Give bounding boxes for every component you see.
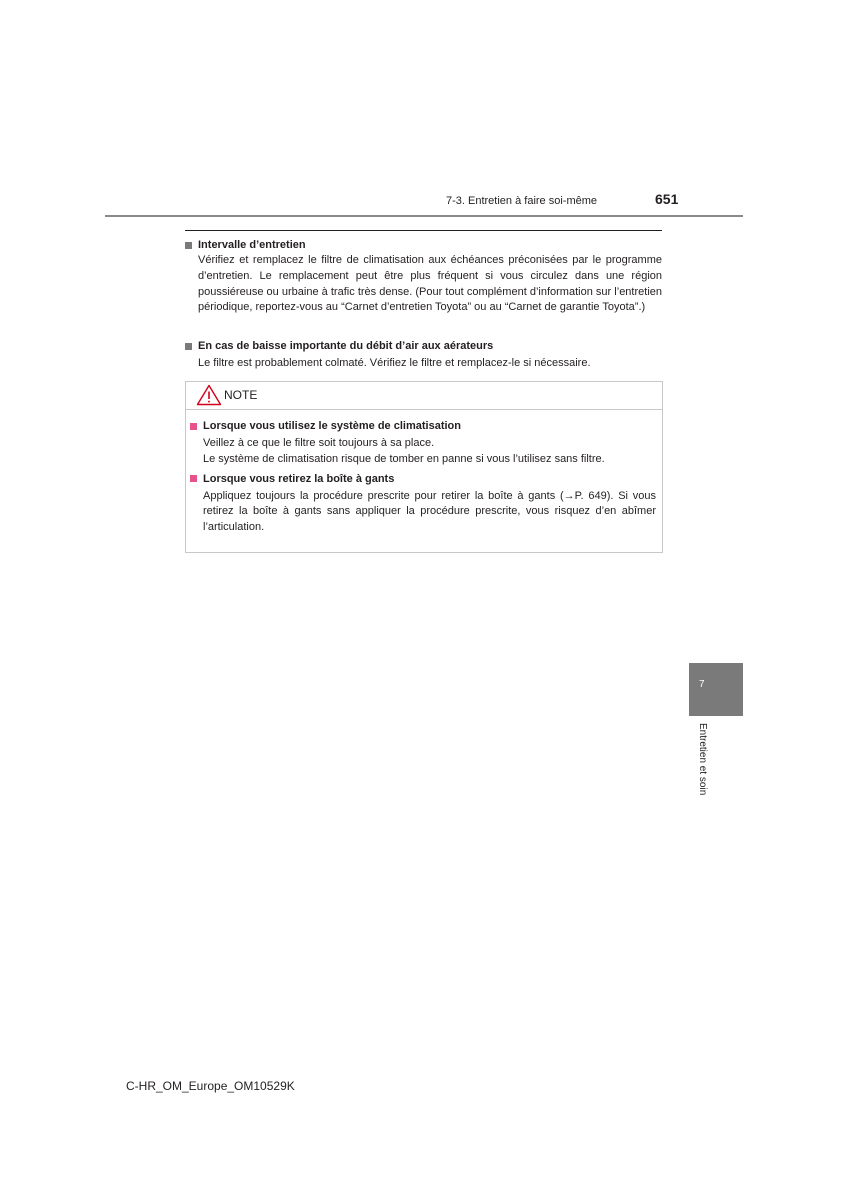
note-item-line: Veillez à ce que le filtre soit toujours à sa place. xyxy=(203,437,435,449)
section-airflow-drop xyxy=(185,338,662,372)
note-title: NOTE xyxy=(224,388,258,402)
section-heading: En cas de baisse importante du débit d’air aux aérateurs xyxy=(198,340,494,352)
section-maintenance-interval xyxy=(185,237,662,316)
square-bullet-icon xyxy=(185,242,192,249)
note-item-heading: Lorsque vous retirez la boîte à gants xyxy=(203,472,395,485)
content-divider xyxy=(185,230,662,231)
note-body xyxy=(190,418,656,536)
chapter-label: Entretien et soin xyxy=(697,723,708,796)
chapter-number: 7 xyxy=(699,679,705,690)
chapter-tab[interactable] xyxy=(689,663,743,716)
note-header xyxy=(186,382,662,410)
square-bullet-icon xyxy=(190,475,197,482)
header-divider xyxy=(105,215,743,217)
note-box xyxy=(185,381,663,553)
section-title: 7-3. Entretien à faire soi-même xyxy=(446,195,598,207)
square-bullet-icon xyxy=(185,343,192,350)
section-heading: Intervalle d’entretien xyxy=(198,239,306,251)
page-number: 651 xyxy=(655,191,679,207)
warning-triangle-icon xyxy=(196,384,222,406)
note-item-heading: Lorsque vous utilisez le système de climatisation xyxy=(203,420,461,432)
square-bullet-icon xyxy=(190,423,197,430)
section-text: Vérifiez et remplacez le filtre de climatisation aux échéances préconisées par le programme d’entretien. Le remplacement peut être plus fréquent si vous circulez dans une région poussiéreuse ou urbaine à trafic très dense. (Pour tout complément d’information sur l’entretien périodique, reportez-vous au “Carnet d’entretien Toyota” ou au “Carnet de garantie Toyota”.) xyxy=(198,254,662,314)
document-code: C-HR_OM_Europe_OM10529K xyxy=(126,1079,295,1093)
section-text: Le filtre est probablement colmaté. Vérifiez le filtre et remplacez-le si nécessaire. xyxy=(198,357,591,369)
note-item-text: Appliquez toujours la procédure prescrite pour retirer la boîte à gants (→P. 649). Si vous retirez la boîte à gants sans appliquer la procédure prescrite, vous risquez d’en abîmer l’articulation. xyxy=(203,489,656,534)
note-item-line: Le système de climatisation risque de tomber en panne si vous l’utilisez sans filtre. xyxy=(203,452,605,465)
